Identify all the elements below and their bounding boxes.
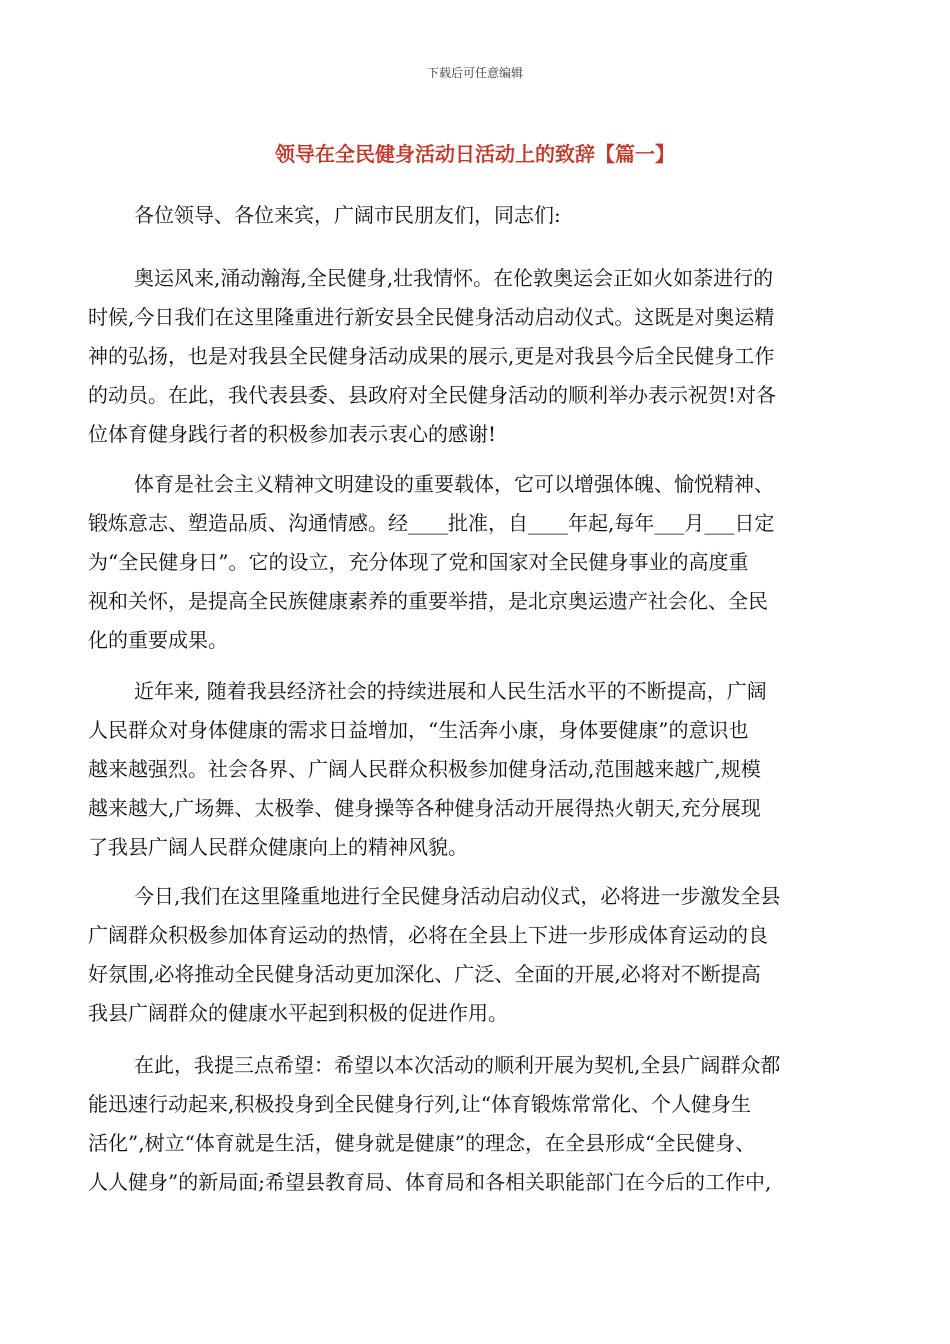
paragraph-line: 时候,今日我们在这里隆重进行新安县全民健身活动启动仪式。这既是对奥运精 — [88, 305, 775, 329]
paragraph-line: 在此，我提三点希望：希望以本次活动的顺利开展为契机,全县广阔群众都 — [134, 1053, 781, 1077]
paragraph-2 — [88, 465, 862, 660]
header-watermark: 下载后可任意编辑 — [426, 66, 523, 80]
paragraph-line: 广阔群众积极参加体育运动的热情，必将在全县上下进一步形成体育运动的良 — [88, 923, 768, 947]
paragraph-line: 化的重要成果。 — [88, 628, 228, 652]
paragraph-line: 了我县广阔人民群众健康向上的精神风貌。 — [88, 835, 468, 859]
paragraph-1 — [88, 259, 862, 454]
paragraph-line: 体育是社会主义精神文明建设的重要载体，它可以增强体魄、愉悦精神、 — [134, 472, 774, 496]
paragraph-line: 为“全民健身日”。它的设立，充分体现了党和国家对全民健身事业的高度重 — [88, 550, 749, 574]
paragraph-line: 活化”,树立“体育就是生活，健身就是健康”的理念，在全县形成“全民健身、 — [88, 1131, 756, 1155]
paragraph-line: 人人健身”的新局面;希望县教育局、体育局和各相关职能部门在今后的工作中, — [88, 1170, 772, 1194]
paragraph-line: 好氛围,必将推动全民健身活动更加深化、广泛、全面的开展,必将对不断提高 — [88, 962, 761, 986]
greeting-paragraph — [88, 196, 862, 235]
paragraph-line: 近年来, 随着我县经济社会的持续进展和人民生活水平的不断提高，广阔 — [134, 679, 767, 703]
paragraph-line: 今日,我们在这里隆重地进行全民健身活动启动仪式，必将进一步激发全县 — [134, 884, 781, 908]
document-title: 领导在全民健身活动日活动上的致辞【篇一】 — [275, 142, 675, 166]
paragraph-line: 神的弘扬，也是对我县全民健身活动成果的展示,更是对我县今后全民健身工作 — [88, 344, 775, 368]
paragraph-line: 位体育健身践行者的积极参加表示衷心的感谢! — [88, 422, 497, 446]
paragraph-line: 人民群众对身体健康的需求日益增加，“生活奔小康，身体要健康”的意识也 — [88, 718, 749, 742]
paragraph-3 — [88, 672, 862, 867]
paragraph-line: 越来越大,广场舞、太极拳、健身操等各种健身活动开展得热火朝天,充分展现 — [88, 796, 761, 820]
paragraph-line: 能迅速行动起来,积极投身到全民健身行列,让“体育锻炼常常化、个人健身生 — [88, 1092, 751, 1116]
paragraph-line: 锻炼意志、塑造品质、沟通情感。经____批准，自____年起,每年___月___日定 — [88, 511, 775, 535]
greeting-line: 各位领导、各位来宾，广阔市民朋友们，同志们: — [134, 203, 561, 227]
paragraph-line: 我县广阔群众的健康水平起到积极的促进作用。 — [88, 1001, 508, 1025]
paragraph-line: 越来越强烈。社会各界、广阔人民群众积极参加健身活动,范围越来越广,规模 — [88, 757, 761, 781]
paragraph-4 — [88, 877, 862, 1033]
paragraph-line: 奥运风来,涌动瀚海,全民健身,壮我情怀。在伦敦奥运会正如火如荼进行的 — [134, 266, 774, 290]
paragraph-5 — [88, 1046, 862, 1202]
paragraph-line: 视和关怀，是提高全民族健康素养的重要举措，是北京奥运遗产社会化、全民 — [88, 589, 768, 613]
paragraph-line: 的动员。在此，我代表县委、县政府对全民健身活动的顺利举办表示祝贺!对各 — [88, 383, 777, 407]
